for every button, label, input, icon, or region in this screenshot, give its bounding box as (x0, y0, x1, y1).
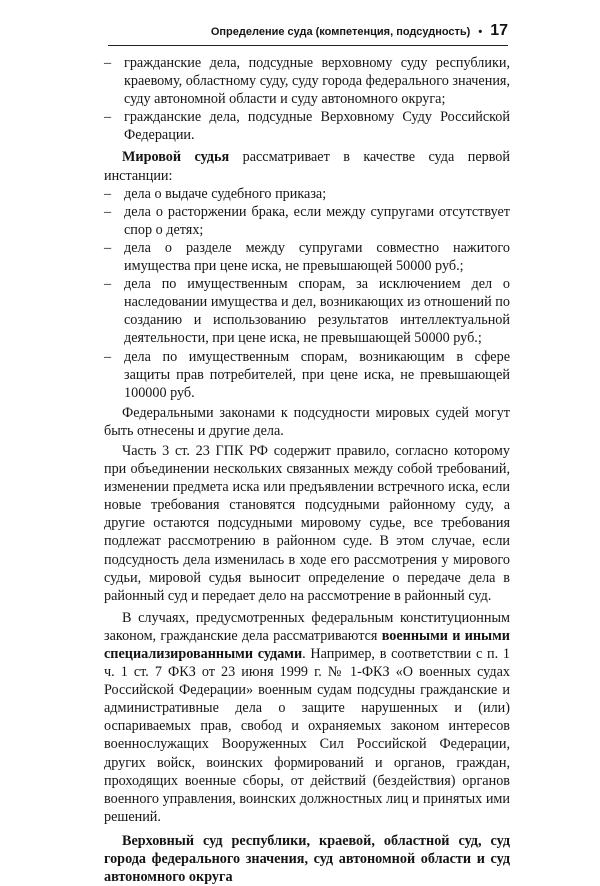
paragraph-text: рассматривает в качестве суда первой инстанции: (104, 149, 510, 184)
list-item (104, 54, 510, 108)
term-special-courts: военными и иными специализированными судами (104, 627, 510, 662)
list-dash: – (104, 185, 112, 202)
paragraph-federal-laws: Федеральными законами к подсудности мировых судей могут быть отнесены и другие дела. (104, 404, 510, 439)
list-dash: – (104, 239, 112, 256)
list-dash: – (104, 55, 112, 71)
list-dash: – (104, 109, 112, 126)
header-separator: • (478, 26, 483, 38)
list-item-text: дела по имущественным спорам, за исключением дел о наследовании имущества и дел, возникающих из отношений по созданию и использованию результатов интеллектуальной деятельности, при цене иска, не превышающей 50000 руб.; (124, 276, 510, 347)
paragraph-mirovoy-intro (104, 148, 510, 184)
paragraph-special-courts (104, 609, 510, 826)
list-dash: – (104, 348, 112, 365)
list-item-text: гражданские дела, подсудные верховному суду республики, краевому, областному суду, суду города федерального значения, суду автономной области и суду автономного округа; (124, 55, 510, 108)
paragraph-text: . Например, в соответствии с п. 1 ч. 1 ст. 7 ФКЗ от 23 июня 1999 г. № 1-ФКЗ «О военных судах Российской Федерации» военным судам подсудны гражданские и административные дела о защите нарушенных и (или) оспариваемых прав, свобод и охраняемых законом интересов военнослужащих Вооруженных Сил Российской Федерации, других войск, воинских формирований и органов, граждан, проходящих военные сборы, от действий (бездействия) органов военного управления, воинских должностных лиц и принятых ими решений. (104, 646, 510, 825)
list-dash: – (104, 203, 112, 220)
list-dash: – (104, 276, 112, 293)
paragraph-text: В случаях, предусмотренных федеральным конституционным законом, гражданские дела рассматриваются (104, 609, 510, 644)
list-item (104, 348, 510, 402)
running-title: Определение суда (компетенция, подсудность) (210, 26, 471, 38)
list-item-text: дела о выдаче судебного приказа; (124, 185, 327, 202)
page-body (104, 54, 510, 886)
list-item-text: дела о расторжении брака, если между супругами отсутствует спор о детях; (124, 203, 510, 238)
list-item (104, 108, 510, 144)
list-item-text: дела о разделе между супругами совместно нажитого имущества при цене иска, не превышающей 50000 руб.; (124, 239, 510, 275)
running-header (108, 22, 508, 46)
paragraph-supreme-courts: Верховный суд республики, краевой, областной суд, суд города федерального значения, суд автономной области и суд автономного округа (104, 832, 510, 886)
list-item (104, 203, 510, 239)
list-item-text: гражданские дела, подсудные Верховному Суду Российской Федерации. (124, 109, 510, 144)
term-mirovoy-sudya: Мировой судья (122, 149, 230, 166)
page-number: 17 (490, 22, 508, 39)
list-item (104, 239, 510, 275)
paragraph-gpk: Часть 3 ст. 23 ГПК РФ содержит правило, согласно которому при объединении нескольких связанных между собой требований, изменении предмета иска или предъявлении встречного иска, если новые требования становятся подсудными районному суду, а другие остаются подсудными мировому судье, все требования подлежат рассмотрению в районном суде. В этом случае, если подсудность дела изменилась в ходе его рассмотрения у мирового судьи, мировой судья выносит определение о передаче дела в районный суд и передает дело на рассмотрение в районный суд. (104, 442, 510, 604)
list-item-text: дела по имущественным спорам, возникающим в сфере защиты прав потребителей, при цене иска, не превышающей 100000 руб. (124, 348, 510, 401)
list-item (104, 185, 510, 203)
list-item (104, 275, 510, 347)
